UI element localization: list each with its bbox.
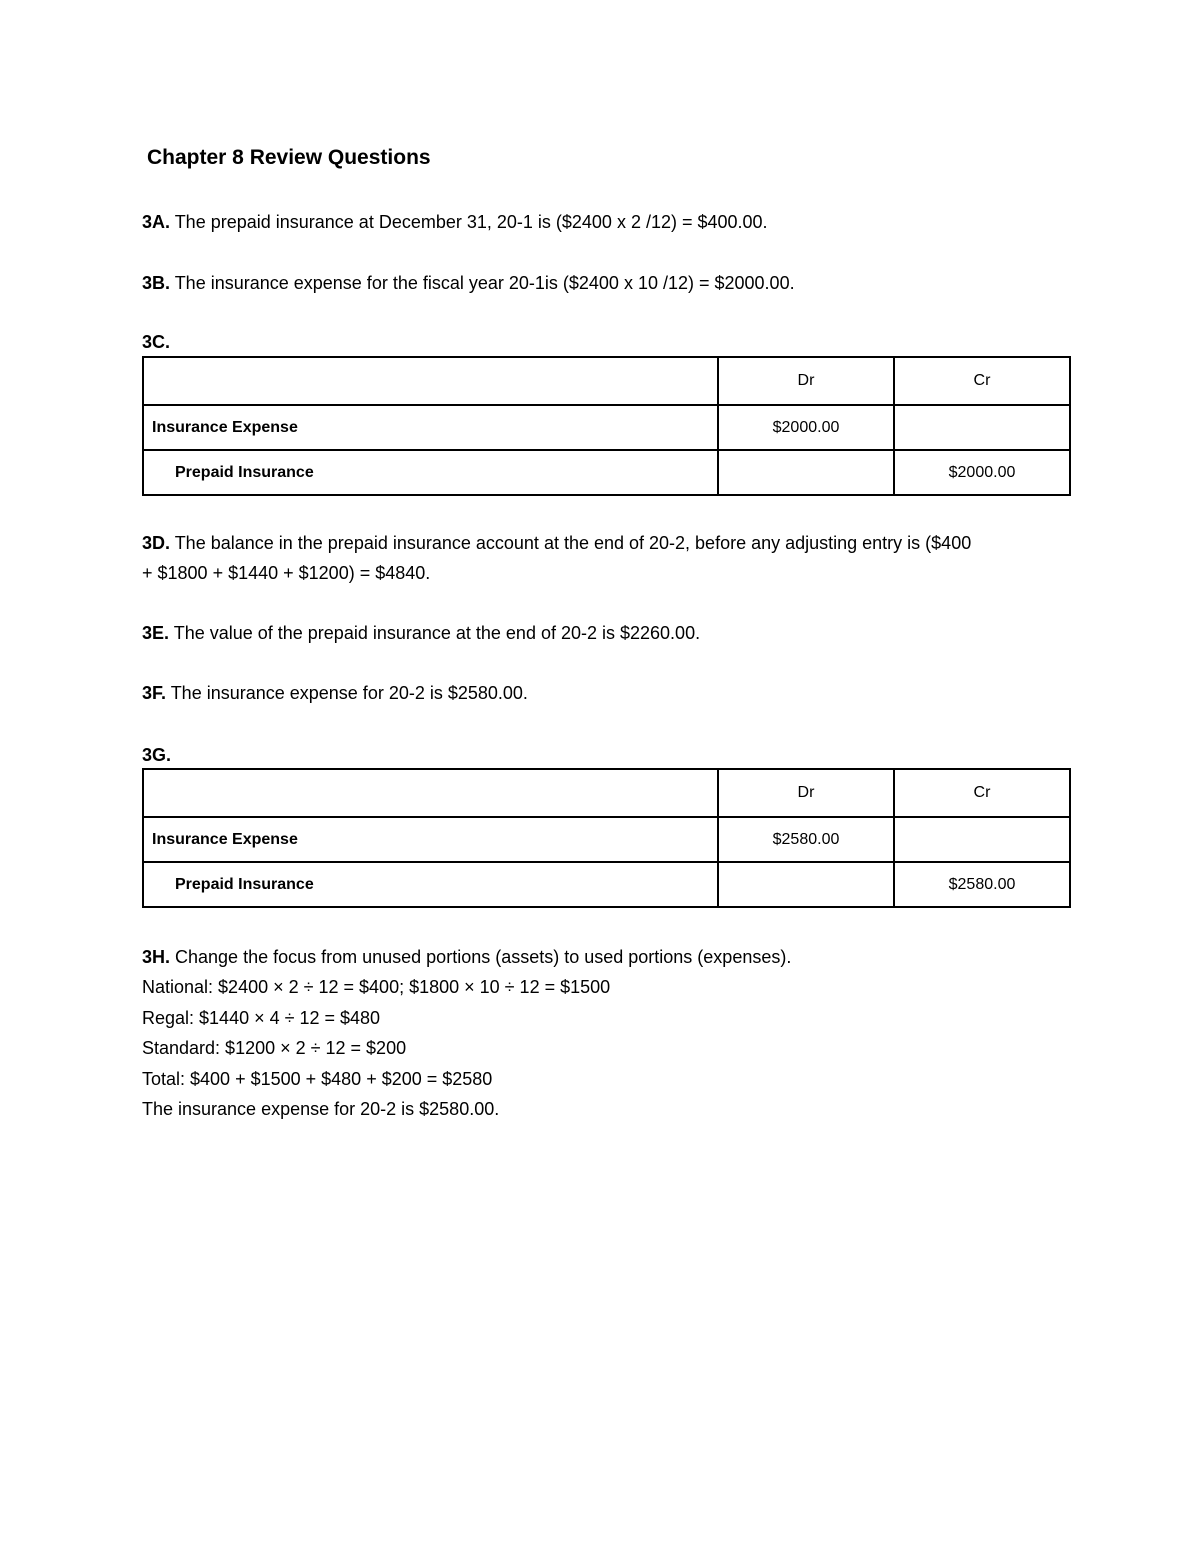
account-cell: Prepaid Insurance [143, 862, 718, 907]
answer-label: 3A. [142, 212, 171, 232]
answer-text: The balance in the prepaid insurance account at the end of 20-2, before any adjusting entry is ($400 [170, 533, 972, 553]
header-cr: Cr [894, 357, 1070, 405]
answer-3c-label [142, 327, 170, 357]
answer-label: 3H. [142, 947, 171, 967]
table-header-row [143, 357, 1070, 405]
debit-cell: $2000.00 [718, 405, 894, 450]
answer-3h [142, 942, 791, 1124]
answer-label: 3D. [142, 533, 171, 553]
credit-cell [894, 405, 1070, 450]
table-header-row [143, 769, 1070, 817]
calc-line: National: $2400 × 2 ÷ 12 = $400; $1800 × 10 ÷ 12 = $1500 [142, 977, 611, 998]
debit-cell [718, 450, 894, 495]
calc-line: Total: $400 + $1500 + $480 + $200 = $2580 [142, 1068, 493, 1089]
answer-text: Change the focus from unused portions (assets) to used portions (expenses). [170, 947, 792, 967]
account-cell: Prepaid Insurance [143, 450, 718, 495]
credit-cell: $2580.00 [894, 862, 1070, 907]
answer-3e [142, 618, 700, 648]
table-row [143, 862, 1070, 907]
calc-line: The insurance expense for 20-2 is $2580.00. [142, 1099, 500, 1120]
debit-cell: $2580.00 [718, 817, 894, 862]
journal-entry-table-3g [142, 768, 1071, 908]
page-title: Chapter 8 Review Questions [147, 146, 431, 169]
answer-3d [142, 528, 971, 588]
credit-cell: $2000.00 [894, 450, 1070, 495]
debit-cell [718, 862, 894, 907]
header-dr: Dr [718, 769, 894, 817]
answer-text: The insurance expense for the fiscal year 20-1is ($2400 x 10 /12) = $2000.00. [170, 273, 795, 293]
answer-text: The insurance expense for 20-2 is $2580.00. [166, 683, 528, 703]
calc-line: Standard: $1200 × 2 ÷ 12 = $200 [142, 1038, 407, 1059]
answer-label: 3G. [142, 745, 172, 765]
header-account [143, 769, 718, 817]
answer-label: 3F. [142, 683, 167, 703]
answer-3b [142, 268, 795, 298]
answer-label: 3C. [142, 332, 171, 352]
answer-text: The prepaid insurance at December 31, 20-1 is ($2400 x 2 /12) = $400.00. [170, 212, 768, 232]
header-account [143, 357, 718, 405]
answer-label: 3E. [142, 623, 170, 643]
calc-line: Regal: $1440 × 4 ÷ 12 = $480 [142, 1007, 381, 1028]
answer-label: 3B. [142, 273, 171, 293]
table-row [143, 450, 1070, 495]
credit-cell [894, 817, 1070, 862]
account-cell: Insurance Expense [143, 817, 718, 862]
answer-3f [142, 678, 528, 708]
table-row [143, 817, 1070, 862]
header-dr: Dr [718, 357, 894, 405]
answer-3g-label [142, 740, 171, 770]
header-cr: Cr [894, 769, 1070, 817]
answer-3a [142, 207, 768, 237]
table-row [143, 405, 1070, 450]
journal-entry-table-3c [142, 356, 1071, 496]
answer-text-cont: + $1800 + $1440 + $1200) = $4840. [142, 563, 431, 583]
answer-text: The value of the prepaid insurance at the end of 20-2 is $2260.00. [169, 623, 701, 643]
account-cell: Insurance Expense [143, 405, 718, 450]
